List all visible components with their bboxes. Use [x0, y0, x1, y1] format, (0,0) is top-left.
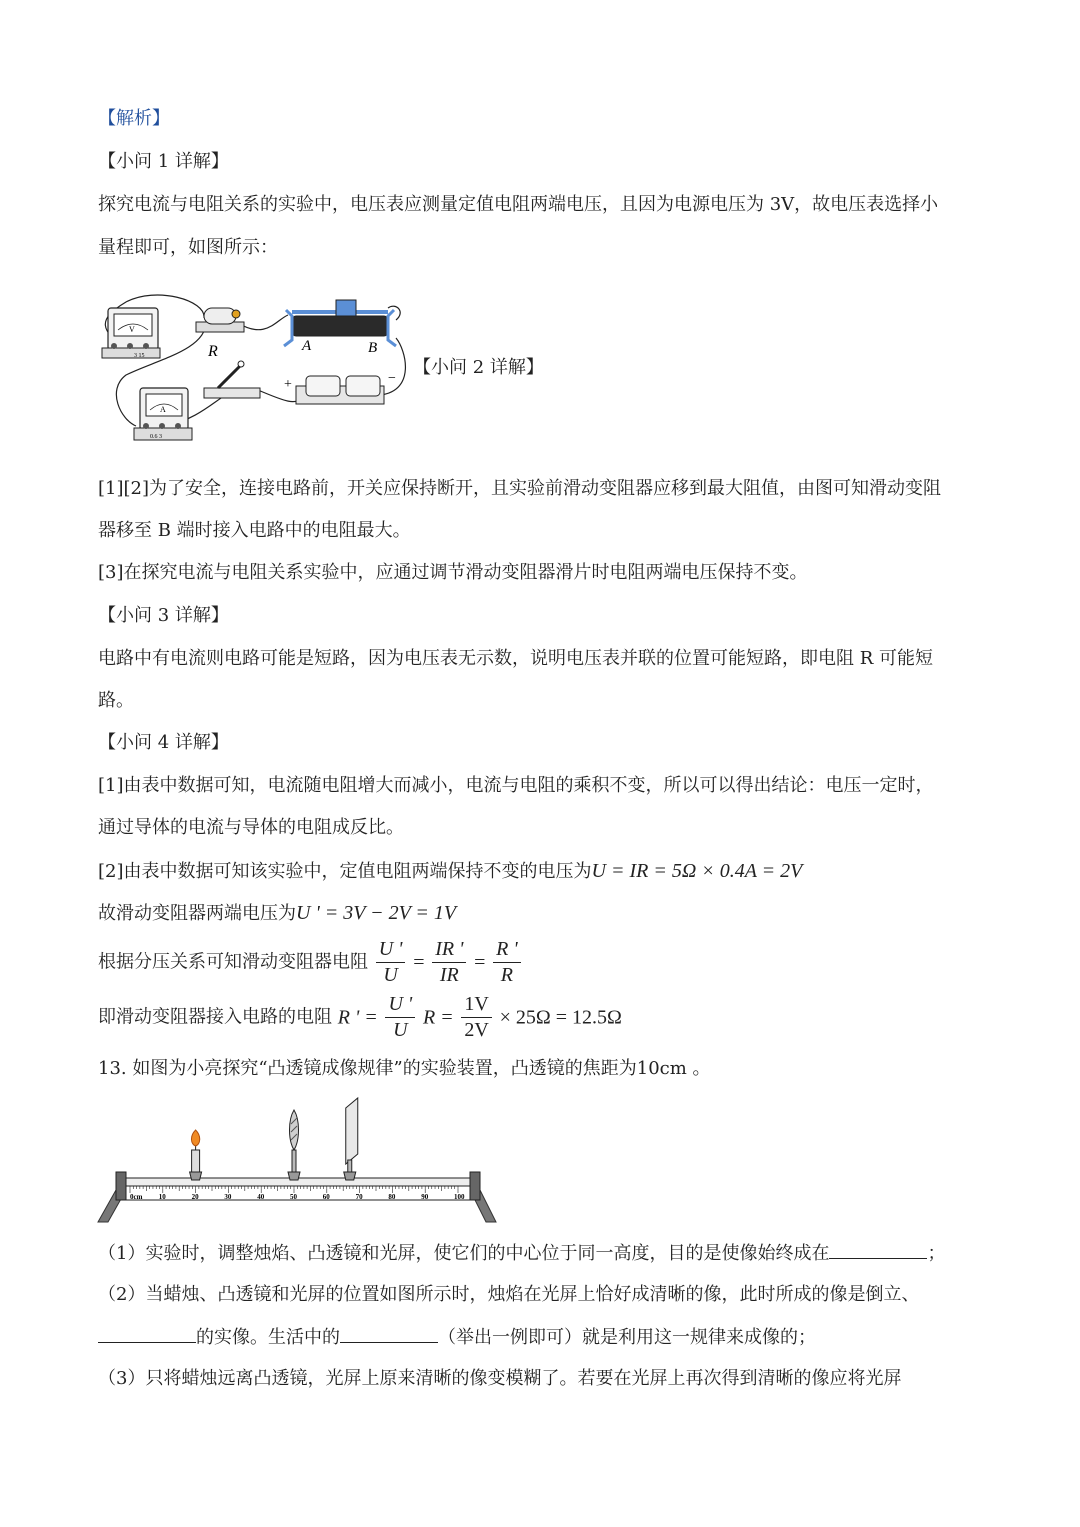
q13-sub2-end: （举出一例即可）就是利用这一规律来成像的；	[438, 1327, 816, 1348]
q4-line6-mid: R =	[422, 1006, 454, 1029]
q2-heading: 【小问 2 详解】	[413, 357, 544, 378]
q4-text-line4	[98, 903, 456, 923]
ruler-tick-label: 70	[355, 1193, 363, 1201]
analysis-tag: 【解析】	[98, 108, 170, 129]
q3-heading: 【小问 3 详解】	[98, 605, 229, 626]
q4-line4-text: 故滑动变阻器两端电压为	[98, 903, 296, 924]
fraction-ir-ratio: $\frac{IR '}{IR}$	[432, 937, 466, 988]
q4-line3-text: [2]由表中数据可知该实验中，定值电阻两端保持不变的电压为	[98, 861, 592, 882]
q4-text-line1: [1]由表中数据可知，电流随电阻增大而减小，电流与电阻的乘积不变，所以可以得出结论：电压一定时，	[98, 775, 934, 796]
ruler-tick-label: 0cm	[130, 1193, 143, 1201]
ammeter-letter: A	[160, 405, 166, 414]
q2-text-line2: 器移至 B 端时接入电路中的电阻最大。	[98, 520, 411, 541]
fixed-resistor	[196, 308, 244, 360]
answer-blank-2[interactable]	[98, 1328, 196, 1343]
q13-sub1-text: （1）实验时，调整烛焰、凸透镜和光屏，使它们的中心位于同一高度，目的是使像始终成在	[98, 1243, 830, 1264]
ruler-tick-label: 60	[322, 1193, 330, 1201]
convex-lens	[288, 1110, 300, 1180]
answer-blank-3[interactable]	[340, 1328, 438, 1343]
light-screen	[344, 1098, 358, 1180]
switch	[204, 361, 260, 398]
label-A: A	[302, 338, 312, 354]
battery-minus: −	[388, 371, 396, 386]
fraction-voltage: $\frac{1V}{2V}$	[461, 992, 491, 1043]
circuit-diagram	[96, 290, 416, 452]
q4-line5-text: 根据分压关系可知滑动变阻器电阻	[98, 951, 368, 973]
rheostat	[284, 300, 396, 356]
ammeter	[134, 388, 192, 440]
q3-text-line2: 路。	[98, 690, 134, 711]
ruler-tick-label: 100	[454, 1193, 465, 1201]
q1-heading: 【小问 1 详解】	[98, 151, 229, 172]
q13-sub1	[98, 1244, 945, 1263]
q1-text-line2: 量程即可，如图所示：	[98, 237, 278, 258]
label-R: R	[208, 343, 218, 360]
voltmeter-terminal: 3 15	[134, 353, 145, 359]
q3-text-line1: 电路中有电流则电路可能是短路，因为电压表无示数，说明电压表并联的位置可能短路，即电阻 R 可能短	[98, 648, 933, 669]
q4-line4-formula: U ' = 3V − 2V = 1V	[296, 902, 457, 924]
q4-line3-formula: U = IR = 5Ω × 0.4A = 2V	[591, 860, 803, 882]
voltmeter	[102, 308, 160, 359]
q13-sub2-line1: （2）当蜡烛、凸透镜和光屏的位置如图所示时，烛焰在光屏上恰好成清晰的像，此时所成的像是倒立、	[98, 1284, 920, 1305]
fraction-u-ratio-2: $\frac{U '}{U}$	[385, 992, 415, 1043]
candle	[190, 1130, 202, 1180]
q1-text-line1: 探究电流与电阻关系的实验中，电压表应测量定值电阻两端电压，且因为电源电压为 3V，故电压表选择小	[98, 194, 939, 215]
battery-plus: +	[284, 377, 292, 392]
optical-bench-figure	[96, 1094, 500, 1226]
q4-line6-text: 即滑动变阻器接入电路的电阻	[98, 1006, 332, 1028]
q4-line6-tail: × 25Ω = 12.5Ω	[499, 1006, 622, 1029]
q13-sub3: （3）只将蜡烛远离凸透镜，光屏上原来清晰的像变模糊了。若要在光屏上再次得到清晰的像应将光屏	[98, 1368, 902, 1389]
q2-text-line1: [1][2]为了安全，连接电路前，开关应保持断开，且实验前滑动变阻器应移到最大阻值，由图可知滑动变阻	[98, 478, 941, 499]
fraction-r-ratio: $\frac{R '}{R}$	[493, 937, 521, 988]
ruler-tick-label: 90	[421, 1193, 429, 1201]
fraction-u-ratio: $\frac{U '}{U}$	[376, 937, 406, 988]
q2-text-line3: [3]在探究电流与电阻关系实验中，应通过调节滑动变阻器滑片时电阻两端电压保持不变。	[98, 562, 808, 583]
q4-line6-lhs: R ' =	[337, 1006, 378, 1029]
voltmeter-letter: V	[129, 325, 135, 334]
ruler-tick-label: 20	[191, 1193, 199, 1201]
q13-stem: 13. 如图为小亮探究“凸透镜成像规律”的实验装置，凸透镜的焦距为10cm 。	[98, 1058, 711, 1079]
q13-sub2-mid: 的实像。生活中的	[196, 1327, 340, 1348]
q4-text-line3	[98, 861, 802, 881]
label-B: B	[368, 340, 378, 356]
q13-sub1-end: ；	[927, 1243, 946, 1264]
q4-heading: 【小问 4 详解】	[98, 732, 229, 753]
ruler-tick-label: 10	[158, 1193, 166, 1201]
q4-text-line6	[98, 992, 622, 1043]
q4-text-line5: 根据分压关系可知滑动变阻器电阻 $\frac{U '}{U}$ = $\frac{IR '}{IR}$ = $\frac{R '}{R}$	[98, 937, 523, 988]
ruler-tick-label: 80	[388, 1193, 396, 1201]
ruler-tick-label: 30	[224, 1193, 232, 1201]
battery	[284, 371, 396, 404]
ruler-tick-label: 40	[257, 1193, 265, 1201]
q4-text-line2: 通过导体的电流与导体的电阻成反比。	[98, 817, 404, 838]
ammeter-terminal: 0.6 3	[150, 434, 162, 440]
q13-sub2-line2	[98, 1328, 816, 1347]
answer-blank-1[interactable]	[829, 1244, 927, 1259]
ruler-tick-label: 50	[290, 1193, 297, 1201]
